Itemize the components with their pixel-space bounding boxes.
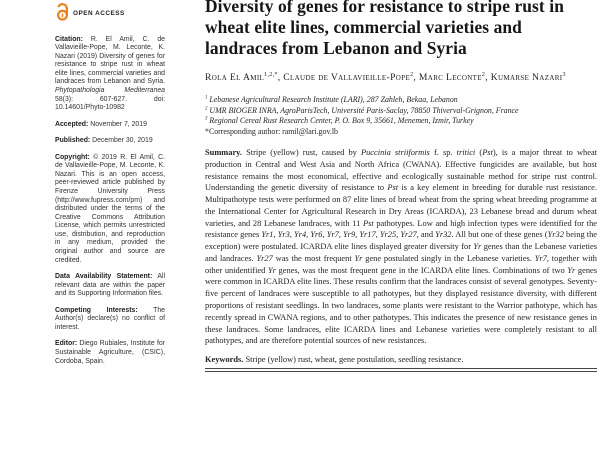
keywords-label: Keywords. (205, 355, 244, 365)
accepted-date: November 7, 2019 (88, 120, 147, 128)
affiliation-1: $^1$ Lebanese Agricultural Research Institute (LARI), 287 Zahleh, Bekaa, Lebanon (205, 95, 458, 105)
competing-interests-label: Competing Interests: (55, 306, 138, 314)
data-availability-block (55, 273, 165, 299)
open-access-badge (55, 3, 165, 25)
competing-interests-block (55, 307, 165, 333)
accepted-block (55, 121, 165, 130)
corresponding-author: *Corresponding author: ramil@lari.gov.lb (205, 126, 338, 136)
published-block (55, 137, 165, 146)
citation-block (55, 36, 165, 113)
keywords-text: Stripe (yellow) rust, wheat, gene postulation, seedling resistance. (243, 355, 464, 365)
editor-label: Editor: (55, 340, 78, 348)
summary-text: Stripe (yellow) rust, caused by Puccinia striiformis f. sp. tritici (Pst), is a major threat to wheat production in Central and West Asia and North Africa (CWANA). Effective fungicides are available, but host resistance remains the most economical, effective and ecologically sustainable method for stripe rust control. Understanding the genetic diversity of resistance to Pst is a key element in breeding for durable rust resistance. Multipathotype tests were performed on 87 elite lines of bread wheat from the spring wheat breeding programme at the International Center for Agricultural Research in Dry Areas (ICARDA), 23 Lebanese bread and durum wheat varieties, and 28 Lebanese landraces, with 11 Pst pathotypes. Low and high infection types were identified for the resistance genes Yr1, Yr3, Yr4, Yr6, Yr7, Yr9, Yr17, Yr25, Yr27, and Yr32. All but one of these genes (Yr32 being the exception) were postulated. ICARDA elite lines displayed greater diversity for Yr genes than the Lebanese varieties and landraces. Yr27 was the most frequent Yr gene postulated singly in the Lebanese varieties. Yr7, together with other unidentified Yr genes, was the most frequent gene in the ICARDA elite lines. Combinations of two Yr genes were common in ICARDA elite lines. These results confirm that the landraces consist of several genotypes. Seventy-five percent of landraces were susceptible to all pathotypes, but they displayed resistance diversity, with different proportions of resistant seedlings. In two landraces, some plants were resistant to the Warrior pathotype, which has recently spread in CWANA regions, and to other pathotypes. This indicates the presence of new resistance genes in these landraces. Some landraces, elite ICARDA lines and Lebanese varieties were completely resistant to all pathotypes, and are therefore potential sources of new resistances. (205, 148, 597, 346)
copyright-label: Copyright: (55, 153, 90, 161)
summary-paragraph (205, 147, 597, 347)
published-date: December 30, 2019 (90, 137, 153, 145)
open-access-lock-icon (55, 3, 70, 25)
summary-label: Summary. (205, 148, 242, 158)
open-access-label: OPEN ACCESS (73, 9, 125, 17)
article-main (205, 0, 597, 372)
published-label: Published: (55, 137, 91, 145)
author-list: Rola El Amil$^{1,2,*}$, Claude de Vallavieille-Pope$^2$, Marc Leconte$^2$, Kumarse Nazari$^3$ (205, 71, 566, 83)
citation-text: R. El Amil, C. de Vallavieille-Pope, M. Leconte, K. Nazari (2019) Diversity of genes for resistance to stripe rust in wheat elite lines, commercial varieties and landraces from Lebanon and Syria. Phytopathologia Mediterranea 58(3): 607-627. doi: 10.14601/Phyto-10982 (55, 35, 165, 112)
data-availability-label: Data Availability Statement: (55, 273, 153, 281)
article-title: Diversity of genes for resistance to stripe rust in wheat elite lines, commercial varieties and landraces from Lebanon and Syria (205, 0, 564, 58)
editor-text: Diego Rubiales, Institute for Sustainable Agriculture, (CSIC), Cordoba, Spain. (55, 340, 165, 365)
competing-interests-text: The Author(s) declare(s) no conflict of interest. (55, 306, 165, 331)
keywords-line (205, 355, 597, 364)
section-divider (205, 368, 597, 372)
affiliations-block (205, 95, 597, 137)
copyright-text: © 2019 R. El Amil, C. de Vallavieille-Pope, M. Leconte, K. Nazari. This is an open access, peer-reviewed article published by Firenze University Press (http://www.fupress.com/pm) and distributed under the terms of the Creative Commons Attribution License, which permits unrestricted use, distribution, and reproduction in any medium, provided the original author and source are credited. (55, 153, 165, 264)
affiliation-3: $^3$ Regional Cereal Rust Research Center, P. O. Box 9, 35661, Menemen, Izmir, Turkey (205, 116, 474, 126)
accepted-label: Accepted: (55, 120, 89, 128)
affiliation-2: $^2$ UMR BIOGER INRA, AgroParisTech, Université Paris-Saclay, 78850 Thiverval-Grignon, France (205, 105, 519, 115)
copyright-block (55, 154, 165, 265)
article-info-sidebar (55, 3, 165, 374)
data-availability-text: All relevant data are within the paper and its Supporting Information files. (55, 273, 165, 298)
citation-label: Citation: (55, 35, 83, 43)
editor-block (55, 340, 165, 366)
